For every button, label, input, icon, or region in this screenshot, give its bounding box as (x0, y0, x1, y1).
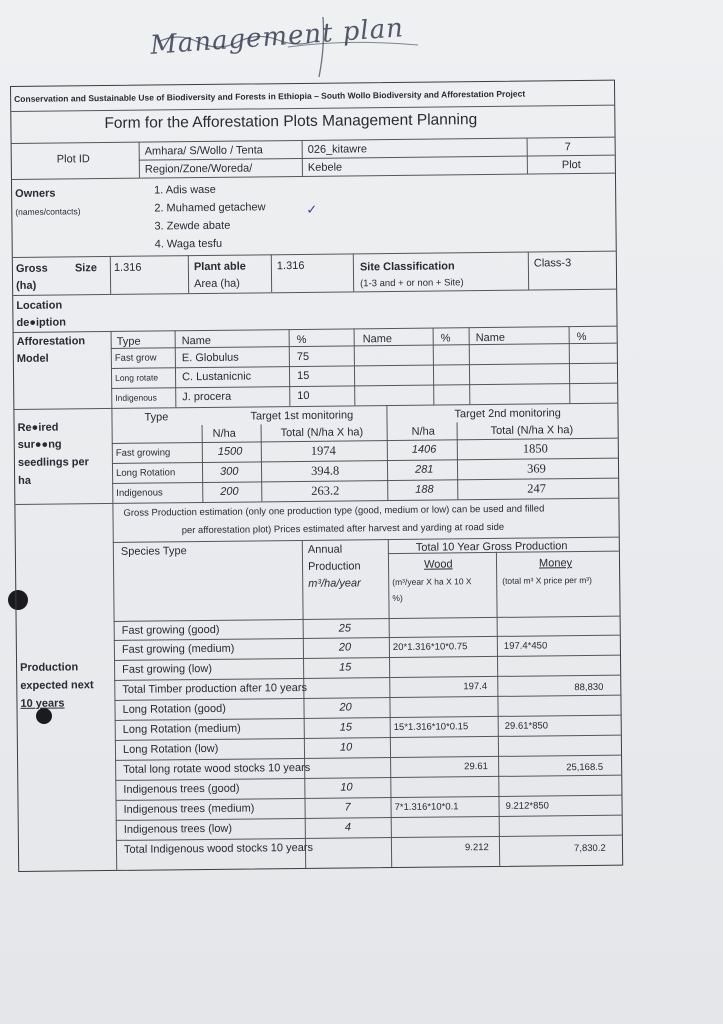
prod-row-12-type: Total Indigenous wood stocks 10 years (123, 841, 314, 856)
seedlings-label-3: seedlings per (17, 456, 89, 469)
plot-label: Plot (561, 159, 581, 172)
model-header-name-2: Name (362, 333, 393, 346)
model-header-pct-3: % (576, 330, 587, 344)
prod-row-5-annual: 20 (339, 701, 352, 714)
prod-row-11-type: Indigenous trees (low) (123, 822, 233, 836)
money-header: Money (538, 557, 573, 570)
target-1-total: Total (N/ha X ha) (280, 426, 364, 440)
production-note-1: Gross Production estimation (only one production type (good, medium or low) can be used and filled (123, 503, 545, 519)
production-note-2: per afforestation plot) Prices estimated after harvest and yarding at road side (181, 521, 505, 537)
prod-row-6-wood: 15*1.316*10*0.15 (393, 721, 469, 734)
wood-subheader-2: %) (392, 592, 403, 604)
seedling-row-1-n2: 1406 (411, 443, 437, 456)
handwritten-title: Management plan (149, 13, 405, 61)
prod-row-2-annual: 20 (338, 641, 352, 654)
owners-sublabel: (names/contacts) (15, 206, 81, 217)
production-label-2: expected next (20, 679, 94, 692)
prod-row-2-type: Fast growing (medium) (121, 642, 235, 656)
total-production-header: Total 10 Year Gross Production (415, 540, 568, 554)
seedling-row-2-t1: 394.8 (310, 463, 340, 478)
prod-row-5-type: Long Rotation (good) (122, 702, 226, 716)
kebele-label: Kebele (307, 161, 343, 174)
region-value: Amhara/ S/Wollo / Tenta (144, 144, 263, 158)
prod-row-3-type: Fast growing (low) (122, 662, 213, 676)
owners-label: Owners (15, 187, 56, 200)
model-header-type: Type (116, 335, 141, 348)
owner-4: 4. Waga tesfu (154, 237, 223, 251)
prod-row-7-annual: 10 (339, 741, 353, 754)
seedling-row-1-n1: 1500 (217, 445, 243, 458)
model-row-1-type: Fast grow (114, 352, 157, 364)
wood-subheader-1: (m³/year X ha X 10 X (392, 576, 472, 588)
seedling-row-3-type: Indigenous (116, 487, 163, 499)
prod-row-10-type: Indigenous trees (medium) (123, 802, 255, 816)
prod-row-4-type: Total Timber production after 10 years (122, 681, 308, 696)
plantable-value: 1.316 (276, 259, 305, 273)
production-label-1: Production (20, 661, 79, 674)
model-header-pct-1: % (296, 333, 307, 347)
annual-header-2: Production (307, 560, 361, 573)
plantable-sublabel: Area (ha) (194, 277, 241, 291)
model-header-name-3: Name (475, 331, 506, 345)
seedlings-label-4: ha (18, 474, 32, 487)
afforestation-label: Afforestation (16, 335, 86, 348)
model-row-2-name: C. Lustanicnic (181, 370, 252, 384)
seedling-row-1-t1: 1974 (310, 443, 336, 458)
seedling-row-3-t1: 263.2 (311, 483, 340, 498)
prod-row-12-wood: 9.212 (464, 842, 489, 854)
location-description-label: de●iption (16, 316, 66, 329)
owner-3: 3. Zewde abate (154, 219, 231, 233)
prod-row-9-type: Indigenous trees (good) (123, 782, 240, 796)
prod-row-4-money: 88,830 (574, 681, 604, 694)
prod-row-2-wood: 20*1.316*10*0.75 (392, 641, 468, 654)
location-label: Location (16, 299, 63, 312)
prod-row-10-annual: 7 (344, 801, 351, 814)
form-title: Form for the Afforestation Plots Management Planning (104, 111, 478, 133)
prod-row-8-type: Total long rotate wood stocks 10 years (123, 761, 311, 776)
model-row-3-pct: 10 (297, 389, 310, 403)
seedlings-label-2: sur●●ng (17, 438, 62, 451)
seedling-row-1-t2: 1850 (522, 441, 548, 456)
target-2-header: Target 2nd monitoring (454, 407, 561, 421)
prod-row-11-annual: 4 (344, 821, 351, 834)
target-1-header: Target 1st monitoring (250, 409, 354, 423)
prod-row-8-wood: 29.61 (464, 761, 488, 773)
prod-row-6-type: Long Rotation (medium) (122, 722, 241, 736)
owner-2: 2. Muhamed getachew (154, 201, 266, 215)
seedling-row-3-n1: 200 (220, 485, 239, 498)
gross-size-value: 1.316 (113, 261, 142, 274)
plot-value: 7 (564, 141, 571, 154)
gross-label: Gross (15, 262, 48, 275)
seedlings-type-header: Type (144, 411, 169, 424)
prod-row-7-type: Long Rotation (low) (122, 742, 219, 756)
model-row-2-type: Long rotate (115, 372, 159, 383)
model-row-2-pct: 15 (296, 369, 310, 383)
target-2-total: Total (N/ha X ha) (490, 424, 574, 437)
model-label: Model (16, 352, 49, 365)
prod-row-8-money: 25,168.5 (566, 761, 604, 774)
annual-header-3: m³/ha/year (308, 577, 361, 590)
model-row-1-pct: 75 (296, 350, 310, 364)
production-label-3: 10 years (20, 697, 65, 710)
plot-id-label: Plot ID (56, 153, 90, 166)
project-title: Conservation and Sustainable Use of Biodiversity and Forests in Ethiopia – South Wollo Biodiversity and Afforestation Project (14, 88, 526, 104)
model-row-3-type: Indigenous (115, 392, 157, 403)
management-form (10, 80, 623, 872)
prod-row-10-money: 9.212*850 (505, 800, 549, 812)
kebele-value: 026_kitawre (307, 143, 368, 156)
target-2-nha: N/ha (411, 425, 435, 438)
model-row-3-name: J. procera (182, 390, 232, 404)
seedling-row-2-type: Long Rotation (116, 467, 176, 479)
prod-row-10-wood: 7*1.316*10*0.1 (394, 801, 459, 814)
species-type-header: Species Type (120, 545, 187, 558)
prod-row-12-money: 7,830.2 (573, 842, 606, 855)
model-header-pct-2: % (440, 332, 451, 345)
site-class-value: Class-3 (533, 257, 572, 270)
prod-row-1-type: Fast growing (good) (121, 623, 220, 637)
money-subheader: (total m³ X price per m³) (502, 574, 593, 586)
region-label: Region/Zone/Woreda/ (144, 162, 253, 176)
wood-header: Wood (423, 558, 453, 571)
site-classification-label: Site Classification (359, 260, 455, 274)
prod-row-2-money: 197.4*450 (503, 640, 548, 652)
prod-row-6-annual: 15 (339, 721, 353, 734)
seedling-row-3-t2: 247 (527, 481, 547, 496)
prod-row-9-annual: 10 (340, 781, 353, 794)
prod-row-6-money: 29.61*850 (504, 720, 549, 732)
seedling-row-2-n1: 300 (219, 465, 239, 478)
size-label: Size (74, 262, 97, 275)
model-row-1-name: E. Globulus (181, 351, 239, 365)
owner-1: 1. Adis wase (154, 183, 216, 197)
check-mark-icon: ✓ (306, 201, 318, 217)
model-header-name-1: Name (181, 334, 212, 348)
gross-ha-label: (ha) (16, 279, 37, 292)
seedling-row-3-n2: 188 (415, 483, 434, 496)
plantable-label: Plant able (193, 260, 246, 274)
seedling-row-2-n2: 281 (414, 463, 434, 476)
prod-row-4-wood: 197.4 (463, 681, 488, 693)
site-classification-sublabel: (1-3 and + or non + Site) (360, 277, 464, 290)
seedlings-label-1: Re●ired (17, 421, 59, 434)
seedling-row-2-t2: 369 (526, 461, 546, 476)
seedling-row-1-type: Fast growing (115, 447, 171, 459)
prod-row-3-annual: 15 (339, 661, 352, 674)
annual-header-1: Annual (307, 543, 343, 556)
target-1-nha: N/ha (212, 427, 236, 440)
prod-row-1-annual: 25 (338, 622, 352, 635)
